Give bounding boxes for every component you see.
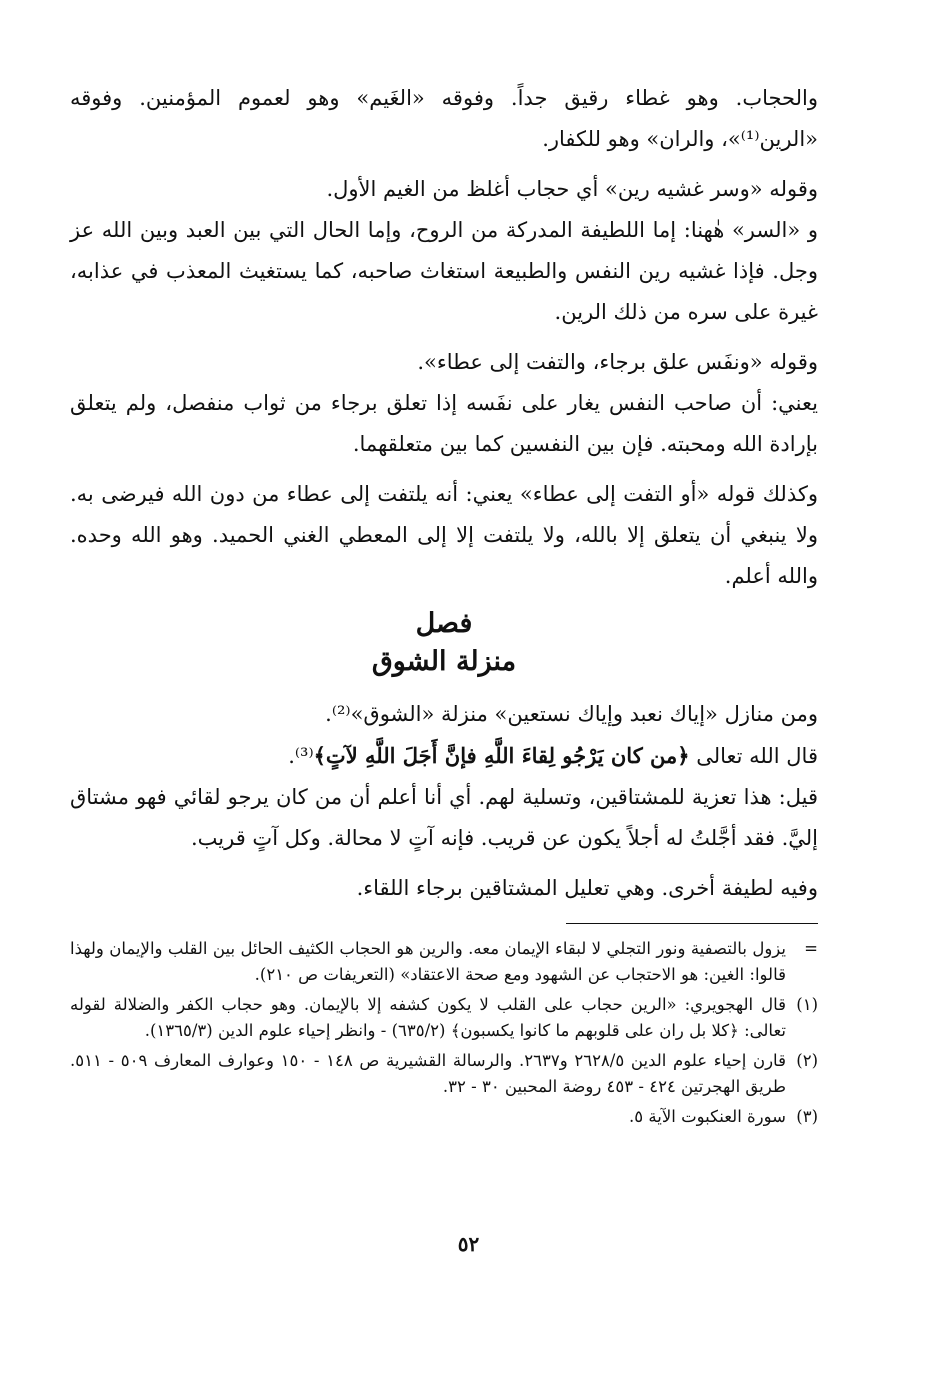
paragraph: و «السر» هٰهنا: إما اللطيفة المدركة من الروح، وإما الحال التي بين العبد وبين الله عز وجل. فإذا غشيه رين النفس والطبيعة استغاث صاحبه، كما يستغيث المعذب في عذابه، غيرة على سره من ذلك الرين.	[70, 218, 818, 324]
footnote-mark: =	[804, 939, 818, 958]
quran-verse-paragraph	[70, 735, 818, 777]
paragraph: وقوله «ونفَس علق برجاء، والتفت إلى عطاء».	[417, 350, 818, 374]
paragraph: قيل: هذا تعزية للمشتاقين، وتسلية لهم. أي أنا أعلم أن من كان يرجو لقائي فهو مشتاق إليَّ. فقد أجَّلتُ له أجلاً يكون عن قريب. فإنه آتٍ لا محالة. وكل آتٍ قريب.	[70, 785, 818, 850]
section-title: منزلة الشوق	[371, 646, 517, 677]
paragraph: يعني: أن صاحب النفس يغار على نفَسه إذا تعلق برجاء من ثواب منفصل، ولم يتعلق بإرادة الله ومحبته. فإن بين النفسين كما بين متعلقهما.	[70, 391, 818, 456]
footnote-mark: (١)	[796, 995, 818, 1014]
footnote-text: سورة العنكبوت الآية ٥.	[629, 1107, 786, 1126]
paragraph: والحجاب. وهو غطاء رقيق جداً. وفوقه «الغَيم» وهو لعموم المؤمنين. وفوقه «الرين⁽¹⁾»، والران» وهو للكفار.	[70, 86, 818, 151]
footnote	[70, 992, 818, 1044]
paragraph: وفيه لطيفة أخرى. وهي تعليل المشتاقين برجاء اللقاء.	[356, 876, 818, 900]
verse-intro: قال الله تعالى	[689, 744, 818, 768]
footnote-ref: ⁽³⁾.	[288, 744, 314, 768]
footnote-mark: (٣)	[796, 1107, 818, 1126]
page-number: ٥٢	[457, 1232, 480, 1256]
footnote	[70, 1104, 818, 1130]
paragraph: ومن منازل «إياك نعبد وإياك نستعين» منزلة «الشوق»⁽²⁾.	[325, 702, 818, 726]
footnote-text: قال الهجويري: «الرين حجاب على القلب لا يكون كشفه إلا بالإيمان. وهو حجاب الكفر والضلالة لقوله تعالى: ﴿كلا بل ران على قلوبهم ما كانوا يكسبون﴾ (٦٣٥/٢) - وانظر إحياء علوم الدين (١٣٦٥/٣).	[70, 995, 786, 1040]
footnote-text: يزول بالتصفية ونور التجلي لا لبقاء الإيمان معه. والرين هو الحجاب الكثيف الحائل بين القلب والإيمان ولهذا قالوا: الغين: هو الاحتجاب عن الشهود ومع صحة الاعتقاد» (التعريفات ص ٢١٠).	[70, 939, 786, 984]
footnote	[70, 1048, 818, 1100]
footnote-divider	[566, 923, 818, 924]
page-body	[70, 78, 818, 1134]
footnotes	[70, 936, 818, 1130]
footnote	[70, 936, 818, 988]
quran-verse: ﴿من كان يَرْجُو لِقاءَ اللَّهِ فإنَّ أَجَلَ اللَّهِ لآتٍ﴾	[313, 743, 690, 768]
section-label: فصل	[415, 608, 473, 639]
paragraph: وقوله «وسر غشيه رين» أي حجاب أغلظ من الغيم الأول.	[326, 177, 818, 201]
footnote-mark: (٢)	[796, 1051, 818, 1070]
footnote-text: قارن إحياء علوم الدين ٢٦٢٨/٥ و٢٦٣٧. والرسالة القشيرية ص ١٤٨ - ١٥٠ وعوارف المعارف ٥٠٩ - ٥١١. طريق الهجرتين ٤٢٤ - ٤٥٣ روضة المحبين ٣٠ - ٣٢.	[70, 1051, 786, 1096]
paragraph: وكذلك قوله «أو التفت إلى عطاء» يعني: أنه يلتفت إلى عطاء من دون الله فيرضى به. ولا ينبغي أن يتعلق إلا بالله، ولا يلتفت إلا إلى المعطي الغني الحميد. وهو الله وحده. والله أعلم.	[70, 482, 818, 588]
